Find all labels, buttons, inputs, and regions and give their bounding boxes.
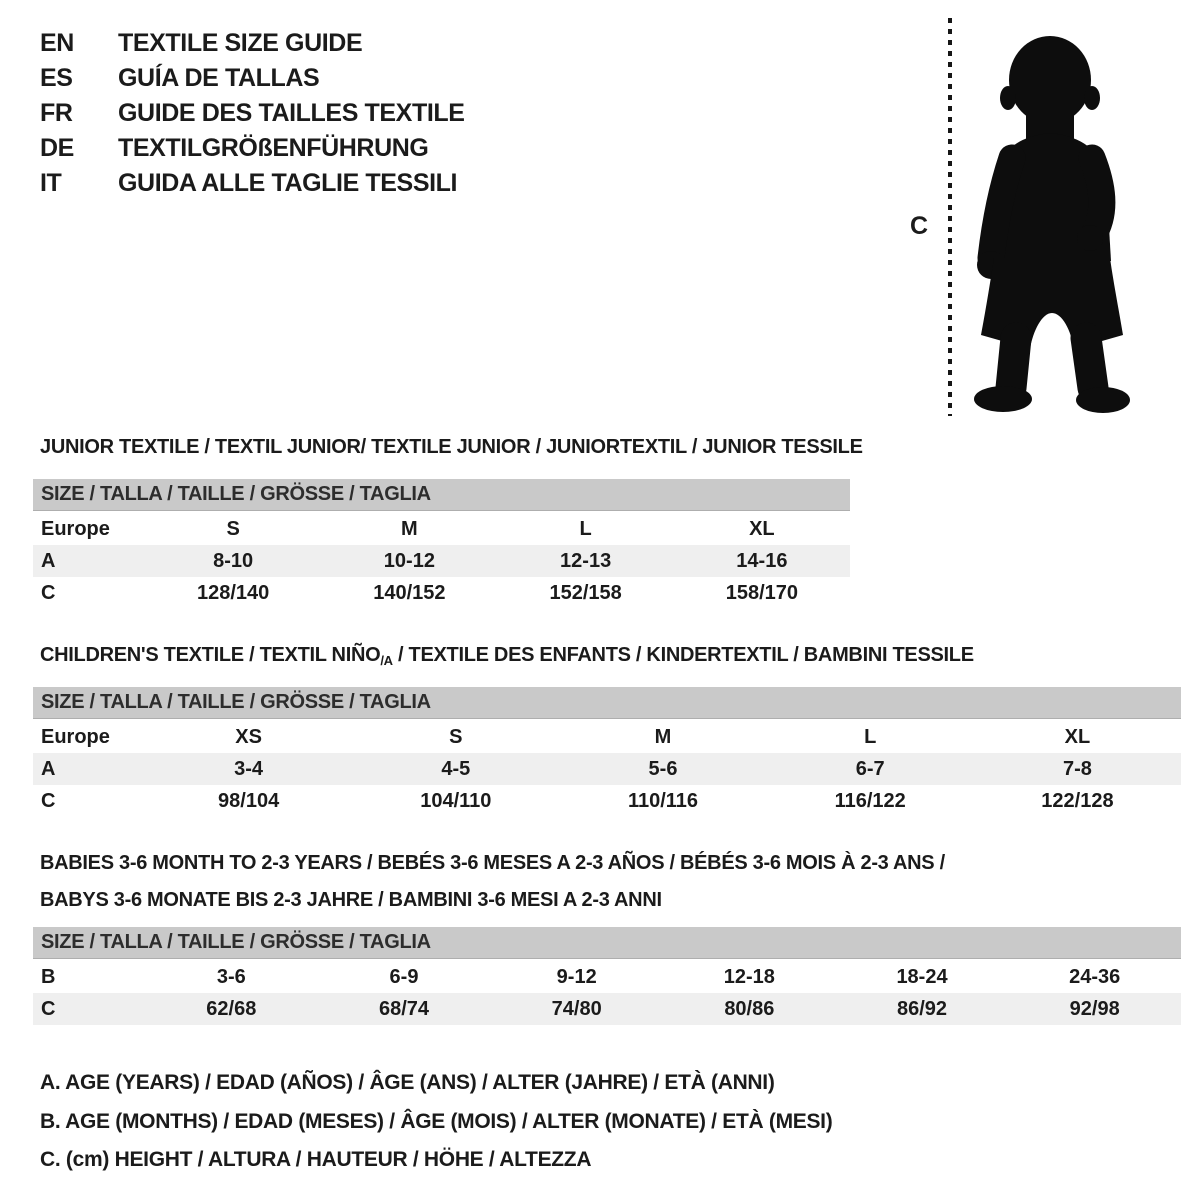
junior-section-heading: JUNIOR TEXTILE / TEXTIL JUNIOR/ TEXTILE JUNIOR / JUNIORTEXTIL / JUNIOR TESSILE <box>40 436 863 458</box>
language-row-de <box>40 131 465 166</box>
size-cell: 86/92 <box>896 997 948 1020</box>
size-cell: 10-12 <box>383 549 435 572</box>
size-cell: 24-36 <box>1069 965 1121 988</box>
size-cell: S <box>449 725 463 748</box>
footnote-b: B. AGE (MONTHS) / EDAD (MESES) / ÂGE (MOIS) / ALTER (MONATE) / ETÀ (MESI) <box>40 1109 833 1133</box>
table-row <box>33 753 1181 785</box>
footnote-c: C. (cm) HEIGHT / ALTURA / HAUTEUR / HÖHE / ALTEZZA <box>40 1148 592 1171</box>
row-label: C <box>41 789 56 812</box>
size-cell: 74/80 <box>551 997 602 1020</box>
language-code-it: IT <box>40 169 62 197</box>
size-cell: L <box>579 517 592 540</box>
language-label-en: TEXTILE SIZE GUIDE <box>118 29 363 57</box>
language-row-es <box>40 61 465 96</box>
language-row-it <box>40 166 465 201</box>
size-cell: S <box>226 517 240 540</box>
babies-size-header-bar: SIZE / TALLA / TAILLE / GRÖSSE / TAGLIA <box>33 927 1181 959</box>
language-code-en: EN <box>40 29 74 57</box>
size-cell: 110/116 <box>627 789 699 812</box>
size-cell: 92/98 <box>1069 997 1120 1020</box>
size-cell: 12-18 <box>723 965 775 988</box>
row-label: B <box>41 965 56 988</box>
language-label-it: GUIDA ALLE TAGLIE TESSILI <box>118 169 458 197</box>
language-row-en <box>40 26 465 61</box>
language-code-de: DE <box>40 134 74 162</box>
size-cell: 4-5 <box>441 757 471 780</box>
row-label: C <box>41 581 56 604</box>
size-cell: 128/140 <box>196 581 270 604</box>
language-row-fr <box>40 96 465 131</box>
size-cell: 6-9 <box>389 965 419 988</box>
size-cell: 7-8 <box>1062 757 1092 780</box>
row-label: A <box>41 549 56 572</box>
row-label: Europe <box>41 725 110 748</box>
size-cell: 122/128 <box>1041 789 1114 812</box>
size-cell: M <box>401 517 418 540</box>
table-row <box>33 545 850 577</box>
children-heading-subscript: /A <box>380 653 393 668</box>
size-cell: XL <box>749 517 775 540</box>
size-cell: 140/152 <box>373 581 446 604</box>
language-label-es: GUÍA DE TALLAS <box>118 64 320 92</box>
toddler-silhouette-icon <box>962 18 1142 418</box>
language-code-es: ES <box>40 64 73 92</box>
size-cell: 12-13 <box>560 549 612 572</box>
size-cell: XS <box>235 725 262 748</box>
size-cell: 6-7 <box>855 757 885 780</box>
size-cell: 9-12 <box>556 965 597 988</box>
size-cell: 14-16 <box>736 549 788 572</box>
size-cell: 158/170 <box>725 581 799 604</box>
babies-section-heading <box>40 845 945 919</box>
table-row <box>33 993 1181 1025</box>
size-cell: 3-4 <box>234 757 264 780</box>
table-row <box>33 785 1181 817</box>
size-cell: 116/122 <box>834 789 906 812</box>
row-label: A <box>41 757 56 780</box>
row-label: C <box>41 997 56 1020</box>
size-cell: 5-6 <box>648 757 678 780</box>
size-cell: 3-6 <box>216 965 246 988</box>
children-heading-prefix: CHILDREN'S TEXTILE / TEXTIL NIÑO <box>40 644 381 666</box>
size-cell: 104/110 <box>420 789 492 812</box>
junior-size-header-bar: SIZE / TALLA / TAILLE / GRÖSSE / TAGLIA <box>33 479 850 511</box>
language-code-fr: FR <box>40 99 73 127</box>
size-cell: 98/104 <box>218 789 280 812</box>
table-row <box>33 721 1181 753</box>
table-row <box>33 961 1181 993</box>
junior-size-table <box>33 479 850 609</box>
size-cell: 68/74 <box>378 997 430 1020</box>
table-row <box>33 513 850 545</box>
row-label: Europe <box>41 517 110 540</box>
babies-heading-line-1: BABIES 3-6 MONTH TO 2-3 YEARS / BEBÉS 3-6 MESES A 2-3 AÑOS / BÉBÉS 3-6 MOIS À 2-3 ANS / <box>40 852 945 874</box>
table-row <box>33 577 850 609</box>
size-cell: M <box>654 725 672 748</box>
size-cell: 152/158 <box>549 581 622 604</box>
babies-size-table <box>33 927 1181 1025</box>
size-cell: 8-10 <box>213 549 254 572</box>
babies-heading-line-2: BABYS 3-6 MONATE BIS 2-3 JAHRE / BAMBINI 3-6 MESI A 2-3 ANNI <box>40 889 662 911</box>
children-heading-suffix: / TEXTILE DES ENFANTS / KINDERTEXTIL / BAMBINI TESSILE <box>392 644 974 666</box>
height-measure-label: C <box>910 212 929 240</box>
language-label-de: TEXTILGRÖßENFÜHRUNG <box>118 134 429 162</box>
footnotes <box>40 1064 832 1180</box>
size-cell: XL <box>1064 725 1091 748</box>
height-dashed-line <box>948 18 952 416</box>
language-list <box>40 26 465 201</box>
children-size-table <box>33 687 1181 817</box>
children-section-heading <box>40 644 974 667</box>
size-cell: 62/68 <box>206 997 257 1020</box>
size-cell: 80/86 <box>724 997 775 1020</box>
children-size-header-bar: SIZE / TALLA / TAILLE / GRÖSSE / TAGLIA <box>33 687 1181 719</box>
language-label-fr: GUIDE DES TAILLES TEXTILE <box>118 99 465 127</box>
footnote-a: A. AGE (YEARS) / EDAD (AÑOS) / ÂGE (ANS) / ALTER (JAHRE) / ETÀ (ANNI) <box>40 1071 775 1094</box>
size-cell: 18-24 <box>896 965 948 988</box>
size-cell: L <box>864 725 877 748</box>
